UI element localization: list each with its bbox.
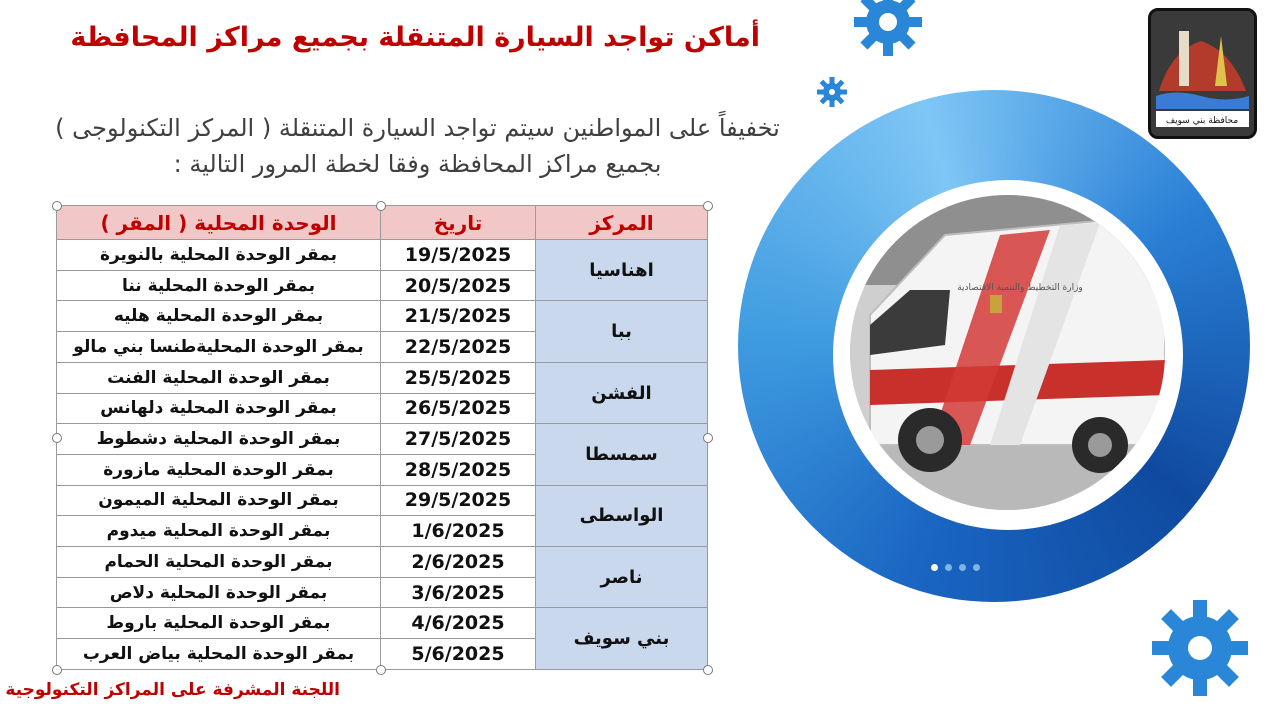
header-center: المركز (536, 206, 708, 240)
unit-cell: بمقر الوحدة المحلية مازورة (57, 454, 381, 485)
unit-cell: بمقر الوحدة المحلية دشطوط (57, 424, 381, 455)
date-cell: 28/5/2025 (381, 454, 536, 485)
resize-handle[interactable] (703, 201, 713, 211)
resize-handle[interactable] (703, 665, 713, 675)
date-cell: 27/5/2025 (381, 424, 536, 455)
intro-line-1: تخفيفاً على المواطنين سيتم تواجد السيارة المتنقلة ( المركز التكنولوجى ) (55, 114, 780, 142)
center-cell: ناصر (536, 547, 708, 608)
footer-committee: اللجنة المشرفة على المراكز التكنولوجية (5, 680, 340, 700)
unit-cell: بمقر الوحدة المحلية الحمام (57, 547, 381, 578)
table-row (57, 424, 708, 455)
center-cell: الواسطى (536, 485, 708, 546)
unit-cell: بمقر الوحدة المحلية هليه (57, 301, 381, 332)
header-unit: الوحدة المحلية ( المقر ) (57, 206, 381, 240)
date-cell: 1/6/2025 (381, 516, 536, 547)
date-cell: 3/6/2025 (381, 577, 536, 608)
logo-caption: محافظة بني سويف (1165, 116, 1239, 126)
resize-handle[interactable] (376, 665, 386, 675)
resize-handle[interactable] (52, 201, 62, 211)
center-cell: بني سويف (536, 608, 708, 670)
center-cell: ببا (536, 301, 708, 362)
date-cell: 19/5/2025 (381, 240, 536, 271)
table-row (57, 301, 708, 332)
date-cell: 26/5/2025 (381, 393, 536, 424)
date-cell: 2/6/2025 (381, 547, 536, 578)
center-cell: اهناسيا (536, 240, 708, 301)
intro-line-2: بجميع مراكز المحافظة وفقا لخطة المرور التالية : (173, 150, 662, 178)
schedule-body (57, 240, 708, 670)
header-date: تاريخ (381, 206, 536, 240)
van-photo (850, 195, 1165, 510)
unit-cell: بمقر الوحدة المحلية دلهانس (57, 393, 381, 424)
unit-cell: بمقر الوحدة المحلية الفنت (57, 362, 381, 393)
governorate-logo (1148, 8, 1257, 139)
resize-handle[interactable] (52, 433, 62, 443)
table-row (57, 240, 708, 271)
carousel-dot[interactable] (973, 564, 980, 571)
date-cell: 22/5/2025 (381, 332, 536, 363)
resize-handle[interactable] (376, 201, 386, 211)
van-text: وزارة التخطيط والتنمية الاقتصادية (957, 283, 1083, 293)
date-cell: 21/5/2025 (381, 301, 536, 332)
schedule-table (56, 205, 708, 670)
unit-cell: بمقر الوحدة المحلية الميمون (57, 485, 381, 516)
date-cell: 20/5/2025 (381, 270, 536, 301)
date-cell: 5/6/2025 (381, 639, 536, 670)
unit-cell: بمقر الوحدة المحلية ننا (57, 270, 381, 301)
unit-cell: بمقر الوحدة المحلية بالنويرة (57, 240, 381, 271)
unit-cell: بمقر الوحدة المحليةطنسا بني مالو (57, 332, 381, 363)
date-cell: 4/6/2025 (381, 608, 536, 639)
unit-cell: بمقر الوحدة المحلية دلاص (57, 577, 381, 608)
carousel-dot[interactable] (931, 564, 938, 571)
center-cell: الفشن (536, 362, 708, 423)
date-cell: 25/5/2025 (381, 362, 536, 393)
unit-cell: بمقر الوحدة المحلية باروط (57, 608, 381, 639)
date-cell: 29/5/2025 (381, 485, 536, 516)
gear-icon-small (815, 75, 849, 109)
page-title: أماكن تواجد السيارة المتنقلة بجميع مراكز المحافظة (70, 22, 760, 53)
unit-cell: بمقر الوحدة المحلية بياض العرب (57, 639, 381, 670)
carousel-dot[interactable] (945, 564, 952, 571)
unit-cell: بمقر الوحدة المحلية ميدوم (57, 516, 381, 547)
gear-icon-top (850, 0, 925, 60)
table-row (57, 362, 708, 393)
table-row (57, 547, 708, 578)
resize-handle[interactable] (52, 665, 62, 675)
table-row (57, 485, 708, 516)
table-row (57, 608, 708, 639)
gear-icon-bottom (1150, 598, 1250, 698)
center-cell: سمسطا (536, 424, 708, 485)
resize-handle[interactable] (703, 433, 713, 443)
carousel-dot[interactable] (959, 564, 966, 571)
intro-text (30, 110, 805, 182)
